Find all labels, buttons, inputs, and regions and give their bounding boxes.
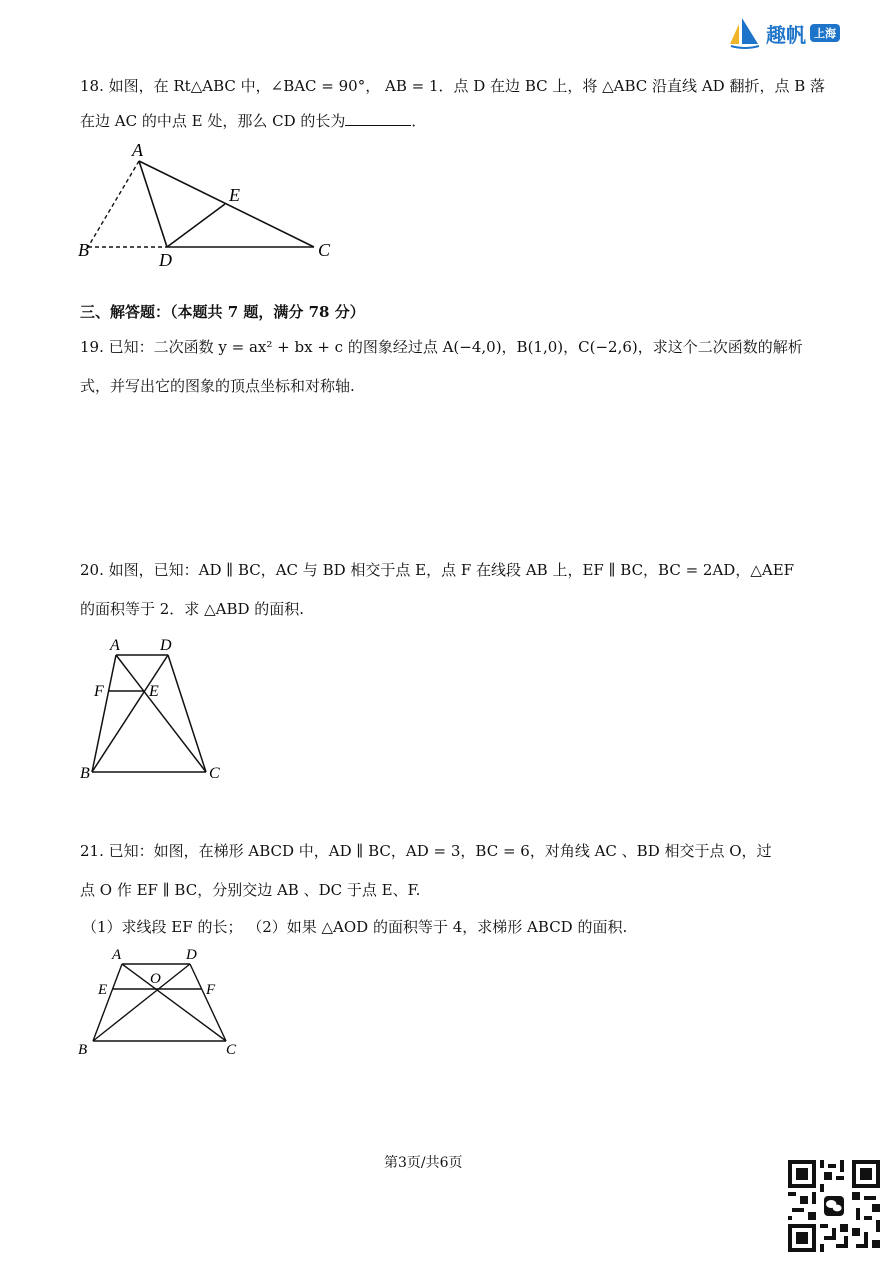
logo-text: 趣帆 (766, 22, 806, 47)
q21-figure (74, 943, 254, 1063)
q21-line2: 点 O 作 EF ∥ BC，分别交边 AB 、DC 于点 E、F. (80, 881, 421, 899)
q18-label-c: C (318, 240, 331, 260)
q21-label-a: A (112, 947, 122, 963)
q18-line1: 18. 如图，在 Rt△ABC 中，∠BAC = 90°， AB = 1．点 D 在边 BC 上，将 △ABC 沿直线 AD 翻折，点 B 落 (80, 77, 826, 95)
q20-label-c: C (209, 765, 220, 782)
q18-label-d: D (159, 250, 172, 270)
q21-label-o: O (150, 971, 161, 987)
q21-label-e: E (98, 982, 108, 998)
q18-figure (72, 140, 342, 270)
q21-label-d: D (186, 947, 197, 963)
q19-line2: 式，并写出它的图象的顶点坐标和对称轴. (80, 377, 355, 395)
q18-label-a: A (132, 140, 143, 160)
sail-icon (728, 16, 762, 50)
q21-label-f: F (206, 982, 216, 998)
q18-line2 (80, 111, 426, 131)
q21-line1: 21. 已知：如图，在梯形 ABCD 中，AD ∥ BC，AD = 3，BC = 6，对角线 AC 、BD 相交于点 O，过 (80, 842, 772, 860)
q19-line1: 19. 已知：二次函数 y = ax² + bx + c 的图象经过点 A(−4,0)，B(1,0)，C(−2,6)，求这个二次函数的解析 (80, 338, 803, 356)
q18-label-b: B (78, 240, 89, 260)
answer-blank (345, 111, 411, 126)
q21-label-c: C (226, 1042, 237, 1058)
q20-line1: 20. 如图，已知：AD ∥ BC，AC 与 BD 相交于点 E，点 F 在线段 AB 上，EF ∥ BC，BC = 2AD，△AEF (80, 561, 795, 579)
q20-label-b: B (80, 765, 90, 782)
section-title: 三、解答题：（本题共 7 题，满分 78 分） (80, 303, 365, 321)
q20-line2: 的面积等于 2．求 △ABD 的面积. (80, 600, 305, 618)
q20-label-d: D (160, 637, 172, 654)
q20-label-e: E (149, 683, 159, 700)
q21-label-b: B (78, 1042, 88, 1058)
q18-line2-suffix: ． (411, 112, 427, 130)
site-logo (728, 16, 840, 50)
logo-badge: 上海 (810, 24, 840, 42)
q18-line2-prefix: 在边 AC 的中点 E 处，那么 CD 的长为 (80, 112, 346, 130)
q18-label-e: E (229, 185, 240, 205)
q20-figure (74, 632, 234, 782)
q21-line3: （1）求线段 EF 的长； （2）如果 △AOD 的面积等于 4，求梯形 ABCD 的面积. (82, 918, 628, 936)
q20-label-f: F (94, 683, 104, 700)
qr-code-icon (788, 1160, 880, 1252)
q20-label-a: A (110, 637, 120, 654)
page-number: 第3页/共6页 (384, 1155, 463, 1171)
